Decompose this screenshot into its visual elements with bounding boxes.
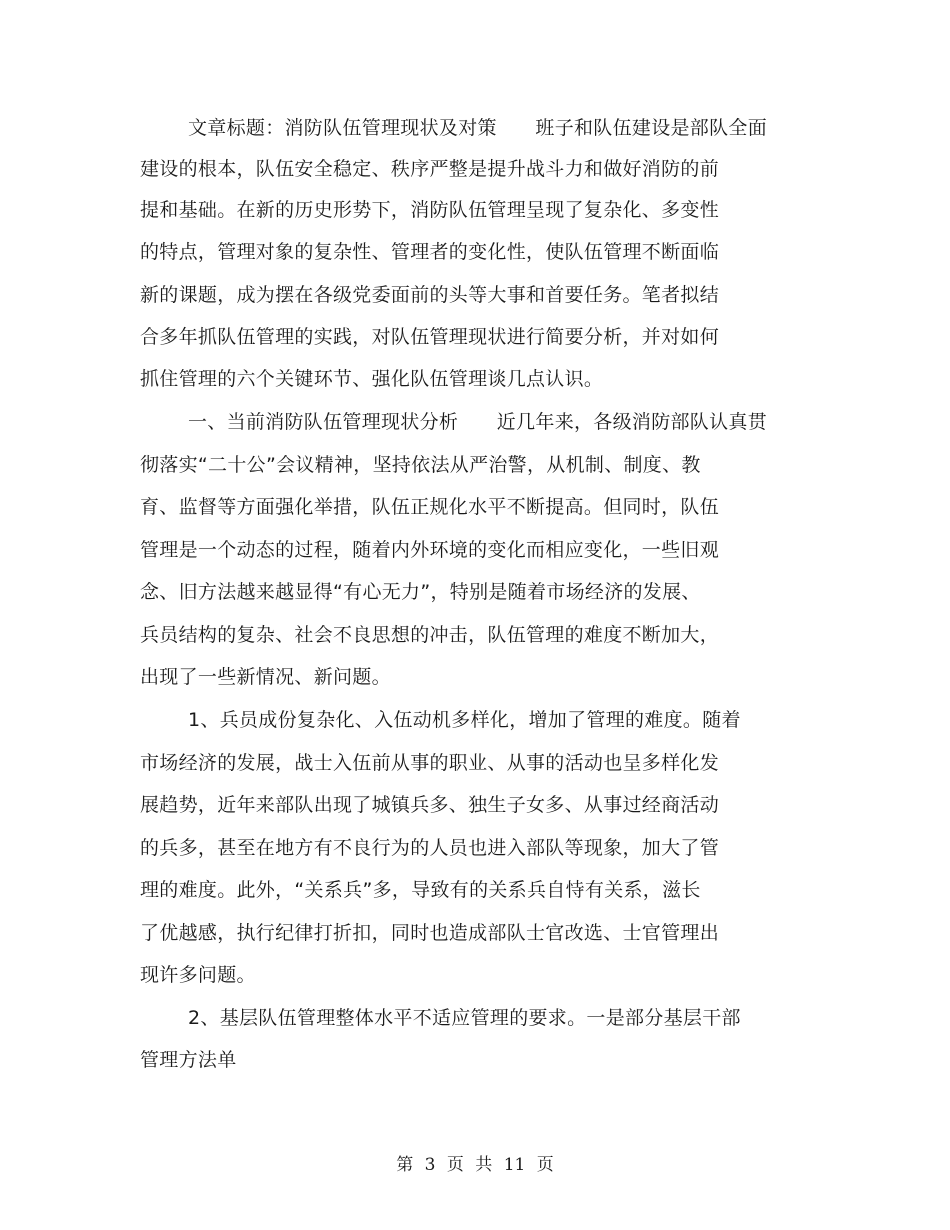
paragraph-4-line-1: 2、基层队伍管理整体水平不适应管理的要求。一是部分基层干部	[188, 1007, 741, 1029]
paragraph-3-line-1: 1、兵员成份复杂化、入伍动机多样化，增加了管理的难度。随着	[188, 709, 741, 731]
paragraph-1-line-3: 提和基础。在新的历史形势下，消防队伍管理呈现了复杂化、多变性	[140, 199, 720, 221]
paragraph-2-line-6: 兵员结构的复杂、社会不良思想的冲击，队伍管理的难度不断加大，	[140, 624, 720, 646]
paragraph-1-line-7: 抓住管理的六个关键环节、强化队伍管理谈几点认识。	[140, 368, 604, 390]
paragraph-1-line-4: 的特点，管理对象的复杂性、管理者的变化性，使队伍管理不断面临	[140, 241, 720, 263]
paragraph-2-line-1: 一、当前消防队伍管理现状分析 近几年来，各级消防部队认真贯	[188, 411, 768, 433]
paragraph-3-line-4: 的兵多，甚至在地方有不良行为的人员也进入部队等现象，加大了管	[140, 837, 720, 859]
paragraph-4-line-2: 管理方法单	[140, 1049, 237, 1071]
paragraph-1-line-2: 建设的根本，队伍安全稳定、秩序严整是提升战斗力和做好消防的前	[140, 158, 720, 180]
paragraph-1-line-6: 合多年抓队伍管理的实践，对队伍管理现状进行简要分析，并对如何	[140, 326, 720, 348]
paragraph-1-line-5: 新的课题，成为摆在各级党委面前的头等大事和首要任务。笔者拟结	[140, 284, 720, 306]
paragraph-2-line-4: 管理是一个动态的过程，随着内外环境的变化而相应变化，一些旧观	[140, 539, 720, 561]
paragraph-3-line-6: 了优越感，执行纪律打折扣，同时也造成部队士官改选、士官管理出	[140, 922, 720, 944]
paragraph-3-line-2: 市场经济的发展，战士入伍前从事的职业、从事的活动也呈多样化发	[140, 752, 720, 774]
paragraph-2-line-2: 彻落实“二十公”会议精神，坚持依法从严治警，从机制、制度、教	[140, 454, 701, 476]
paragraph-3-line-5: 理的难度。此外，“关系兵”多，导致有的关系兵自恃有关系，滋长	[140, 879, 701, 901]
page-number-footer: 第 3 页 共 11 页	[396, 1155, 554, 1175]
paragraph-3-line-7: 现许多问题。	[140, 964, 256, 986]
paragraph-2-line-5: 念、旧方法越来越显得“有心无力”，特别是随着市场经济的发展、	[140, 581, 701, 603]
paragraph-2-line-7: 出现了一些新情况、新问题。	[140, 666, 391, 688]
paragraph-2-line-3: 育、监督等方面强化举措，队伍正规化水平不断提高。但同时，队伍	[140, 496, 720, 518]
paragraph-3-line-3: 展趋势，近年来部队出现了城镇兵多、独生子女多、从事过经商活动	[140, 794, 720, 816]
paragraph-1-line-1: 文章标题：消防队伍管理现状及对策 班子和队伍建设是部队全面	[188, 117, 768, 139]
